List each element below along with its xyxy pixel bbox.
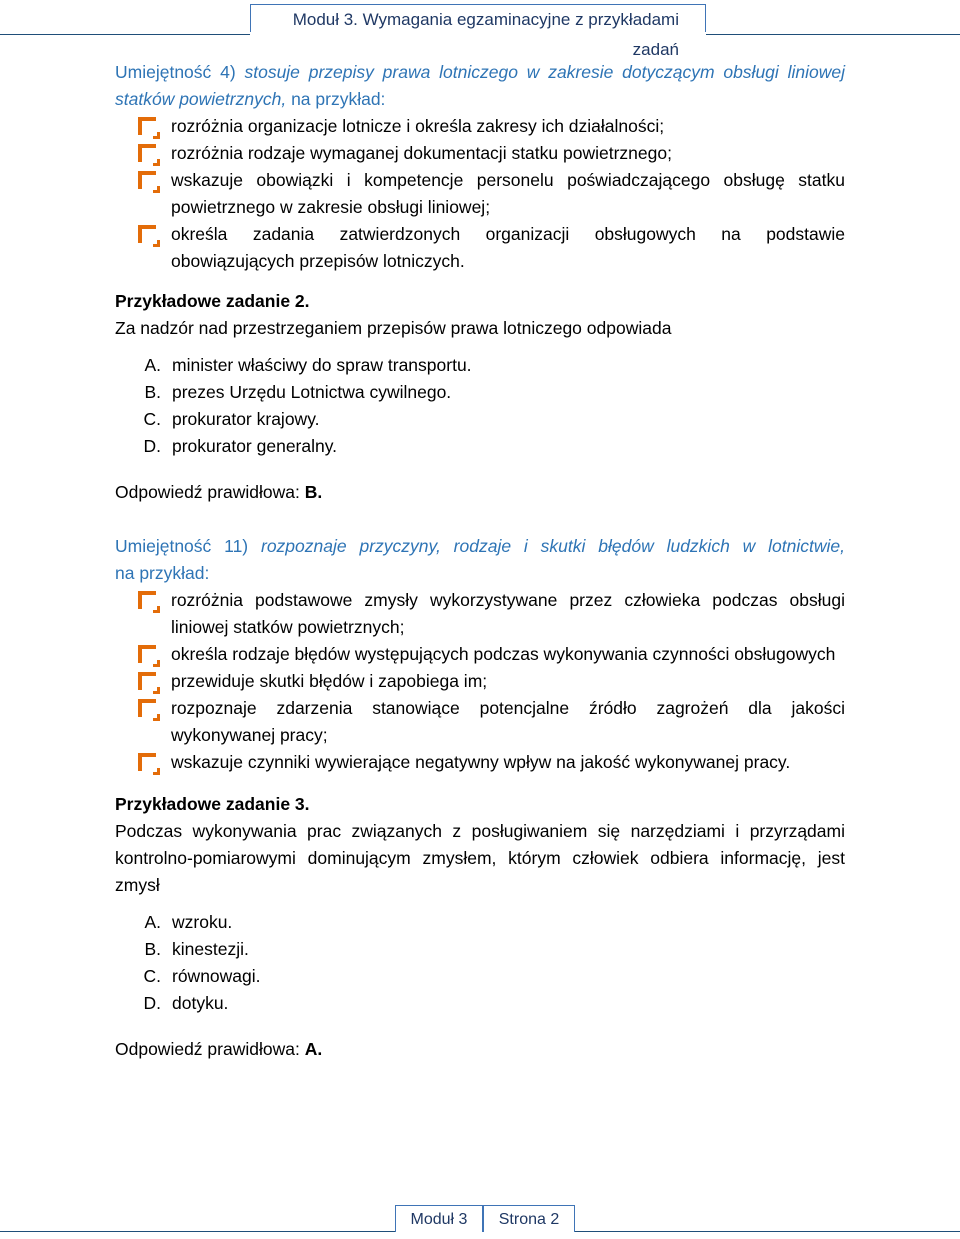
skill-4-block — [115, 59, 845, 275]
option-text: równowagi. — [172, 966, 261, 986]
option-text: kinestezji. — [172, 939, 249, 959]
skill-4-line2 — [115, 86, 845, 113]
answer-option — [115, 963, 845, 990]
skill-11-block — [115, 533, 845, 776]
list-item-text: przewiduje skutki błędów i zapobiega im; — [171, 671, 488, 691]
header-rule-right — [706, 34, 960, 35]
task-3-question-line2: kontrolno-pomiarowymi dominującym zmysłem, którym człowiek odbiera informację, jest — [115, 848, 845, 868]
answer-value: B. — [304, 482, 323, 502]
option-letter: A. — [144, 912, 161, 932]
footer-rule-right — [575, 1231, 960, 1232]
list-item-text-line1: rozróżnia podstawowe zmysły wykorzystywane przez człowieka podczas obsługi — [171, 590, 845, 610]
option-letter: C. — [143, 966, 161, 986]
option-letter: A. — [144, 355, 161, 375]
skill-4-italic-2: statków powietrznych, — [115, 89, 287, 109]
option-text: minister właściwy do spraw transportu. — [172, 355, 472, 375]
footer-page-number: Strona 2 — [483, 1205, 575, 1232]
list-item — [115, 167, 845, 221]
list-item — [115, 749, 845, 776]
task-3-block — [115, 791, 845, 1063]
task-3-question-line1: Podczas wykonywania prac związanych z posługiwaniem się narzędziami i przyrządami — [115, 821, 845, 841]
task-3-answer — [115, 1036, 845, 1063]
task-3-heading: Przykładowe zadanie 3. — [115, 794, 310, 814]
list-item-text: rozróżnia rodzaje wymaganej dokumentacji statku powietrznego; — [171, 143, 672, 163]
list-item — [115, 113, 845, 140]
option-text: prezes Urzędu Lotnictwa cywilnego. — [172, 382, 452, 402]
list-item — [115, 140, 845, 167]
checkbox-bullet-icon — [138, 117, 156, 135]
footer-module: Moduł 3 — [395, 1205, 483, 1232]
task-3-options — [115, 909, 845, 1017]
list-item-text-line2: obowiązujących przepisów lotniczych. — [171, 251, 465, 271]
list-item-text: określa rodzaje błędów występujących podczas wykonywania czynności obsługowych — [171, 644, 836, 664]
option-letter: D. — [143, 993, 161, 1013]
option-text: wzroku. — [172, 912, 233, 932]
list-item-text-line1: rozpoznaje zdarzenia stanowiące potencjalne źródło zagrożeń dla jakości — [171, 698, 845, 718]
option-letter: B. — [144, 382, 161, 402]
skill-11-lead: Umiejętność 11) — [115, 536, 249, 556]
skill-4-tail: na przykład: — [291, 89, 386, 109]
answer-option — [115, 909, 845, 936]
checkbox-bullet-icon — [138, 171, 156, 189]
list-item-text-wrap — [171, 695, 845, 749]
answer-option — [115, 990, 845, 1017]
list-item-text-line2: liniowej statków powietrznych; — [171, 617, 405, 637]
option-text: prokurator krajowy. — [172, 409, 320, 429]
answer-option — [115, 352, 845, 379]
list-item — [115, 641, 845, 668]
answer-label: Odpowiedź prawidłowa: — [115, 1039, 300, 1059]
list-item — [115, 695, 845, 749]
option-text: dotyku. — [172, 993, 229, 1013]
checkbox-bullet-icon — [138, 699, 156, 717]
task-2-question: Za nadzór nad przestrzeganiem przepisów prawa lotniczego odpowiada — [115, 318, 672, 338]
list-item-text-wrap — [171, 587, 845, 641]
checkbox-bullet-icon — [138, 225, 156, 243]
list-item-text-line1: wskazuje obowiązki i kompetencje personelu poświadczającego obsługę statku — [171, 170, 845, 190]
task-3-question-line3: zmysł — [115, 875, 160, 895]
answer-option — [115, 433, 845, 460]
list-item — [115, 668, 845, 695]
list-item — [115, 221, 845, 275]
answer-option — [115, 406, 845, 433]
answer-option — [115, 379, 845, 406]
skill-4-italic-1: stosuje przepisy prawa lotniczego w zakresie dotyczącym obsługi liniowej — [244, 62, 845, 82]
list-item-text: rozróżnia organizacje lotnicze i określa zakresy ich działalności; — [171, 116, 665, 136]
page-header-title: Moduł 3. Wymagania egzaminacyjne z przykładami zadań — [250, 4, 706, 32]
option-letter: B. — [144, 939, 161, 959]
list-item — [115, 587, 845, 641]
checkbox-bullet-icon — [138, 591, 156, 609]
document-body — [115, 59, 845, 1063]
skill-11-line1 — [115, 533, 845, 560]
list-item-text: wskazuje czynniki wywierające negatywny wpływ na jakość wykonywanej pracy. — [171, 752, 791, 772]
answer-option — [115, 936, 845, 963]
header-rule-left — [0, 34, 250, 35]
option-text: prokurator generalny. — [172, 436, 338, 456]
task-2-heading: Przykładowe zadanie 2. — [115, 291, 310, 311]
option-letter: D. — [143, 436, 161, 456]
list-item-text-line2: powietrznego w zakresie obsługi liniowej; — [171, 197, 491, 217]
list-item-text-wrap — [171, 221, 845, 275]
task-2-options — [115, 352, 845, 460]
checkbox-bullet-icon — [138, 753, 156, 771]
task-2-answer — [115, 479, 845, 506]
skill-4-lead: Umiejętność 4) — [115, 62, 236, 82]
option-letter: C. — [143, 409, 161, 429]
skill-11-tail: na przykład: — [115, 563, 210, 583]
skill-4-line1 — [115, 59, 845, 86]
list-item-text-line2: wykonywanej pracy; — [171, 725, 328, 745]
list-item-text-line1: określa zadania zatwierdzonych organizacji obsługowych na podstawie — [171, 224, 845, 244]
answer-value: A. — [304, 1039, 323, 1059]
task-2-block — [115, 288, 845, 506]
footer-rule-left — [0, 1231, 395, 1232]
answer-label: Odpowiedź prawidłowa: — [115, 482, 300, 502]
skill-11-italic: rozpoznaje przyczyny, rodzaje i skutki błędów ludzkich w lotnictwie, — [261, 536, 845, 556]
list-item-text-wrap — [171, 167, 845, 221]
checkbox-bullet-icon — [138, 645, 156, 663]
checkbox-bullet-icon — [138, 672, 156, 690]
checkbox-bullet-icon — [138, 144, 156, 162]
